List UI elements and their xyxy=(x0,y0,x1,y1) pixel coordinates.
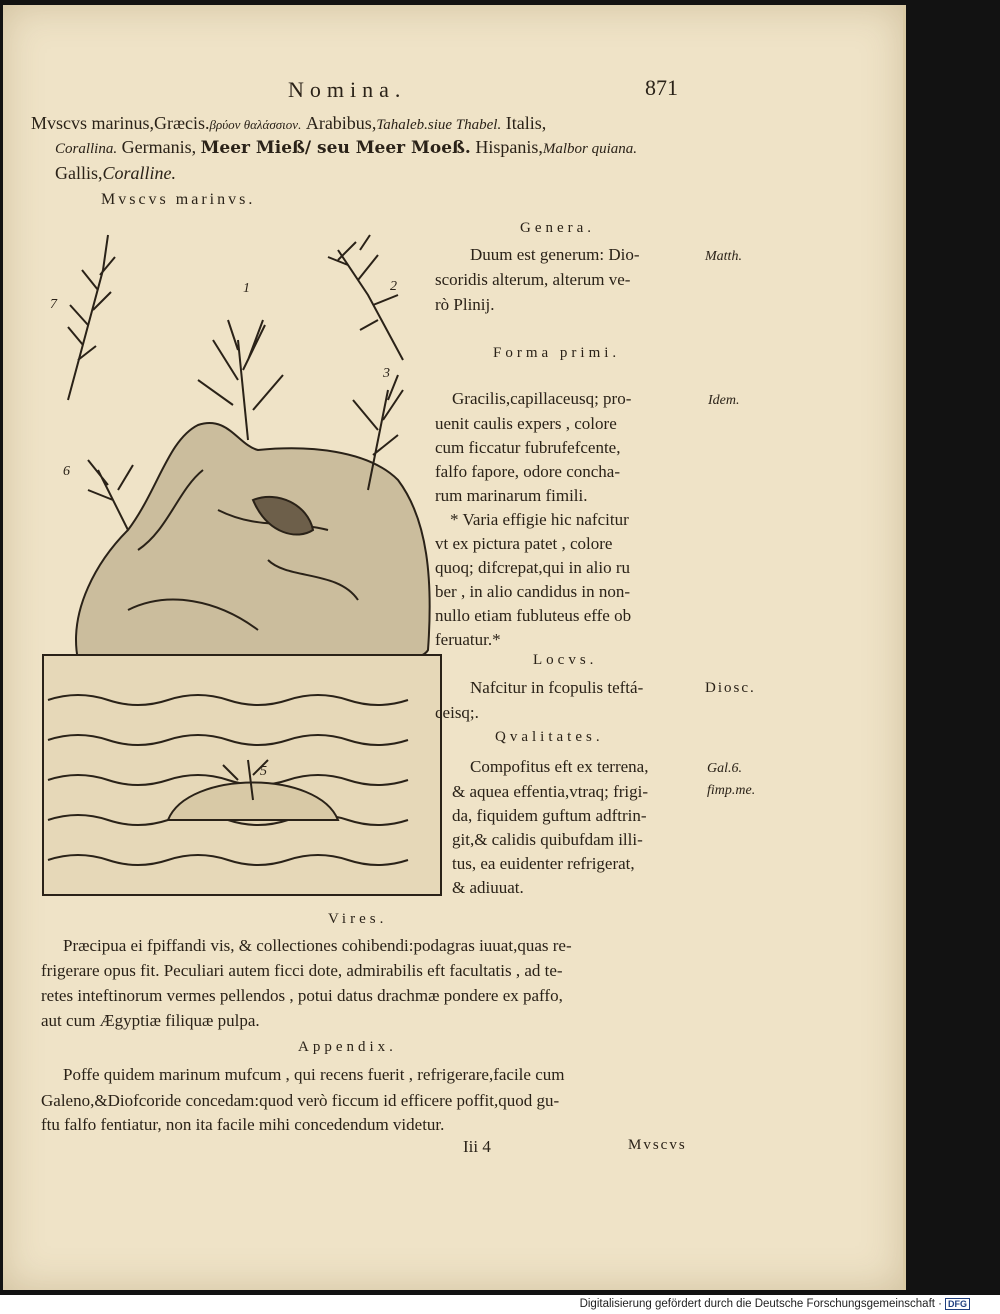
forma-line-6: * Varia effigie hic nafcitur xyxy=(450,510,629,529)
nomina-greek: βρύον θαλάσσιον. xyxy=(209,117,302,132)
figure-label-1: 1 xyxy=(243,281,250,296)
nomina-germ: Meer Mieß/ seu Meer Moeß. xyxy=(200,138,471,158)
signature-mark: Iii 4 xyxy=(463,1137,491,1156)
nomina-line-2 xyxy=(55,137,637,158)
forma-line-1: Gracilis,capillaceusq; pro- xyxy=(452,389,632,408)
vires-heading: Vires. xyxy=(328,911,388,927)
dfg-logo: DFG xyxy=(945,1298,970,1310)
locus-line-2: ceisq;. xyxy=(435,703,479,722)
woodcut-illustration xyxy=(38,230,448,902)
appendix-line-2: Galeno,&Diofcoride concedam:quod verò ficcum id efficere poffit,quod gu- xyxy=(41,1091,560,1110)
figure-label-2: 2 xyxy=(390,279,397,294)
figure-label-6: 6 xyxy=(63,464,70,479)
forma-line-8: quoq; difcrepat,qui in alio ru xyxy=(435,558,630,577)
qualitates-line-3: da, fiquidem guftum adftrin- xyxy=(452,806,647,825)
qualitates-line-2: & aquea effentia,vtraq; frigi- xyxy=(452,782,649,801)
funding-text: Digitalisierung gefördert durch die Deutsche Forschungsgemeinschaft · xyxy=(579,1298,942,1310)
vires-line-2: frigerare opus fit. Peculiari autem ficci dote, admirabilis eft facultatis , ad te- xyxy=(41,961,563,980)
qualitates-line-4: git,& calidis quibufdam illi- xyxy=(452,830,643,849)
nomina-germ-label: Germanis, xyxy=(121,137,197,157)
forma-margin-note: Idem. xyxy=(708,393,740,408)
vires-line-4: aut cum Ægyptiæ filiquæ pulpa. xyxy=(41,1011,260,1030)
funding-footer xyxy=(580,1298,970,1310)
genera-line-1: Duum est generum: Dio- xyxy=(470,245,640,264)
locus-heading: Locvs. xyxy=(533,652,598,668)
appendix-line-3: ftu falfo fentiatur, non ita facile mihi concedendum videtur. xyxy=(41,1115,445,1134)
qualitates-line-1: Compofitus eft ex terrena, xyxy=(470,757,649,776)
qualitates-line-6: & adiuuat. xyxy=(452,878,524,897)
nomina-line-1 xyxy=(31,113,546,134)
qualitates-line-5: tus, ea euidenter refrigerat, xyxy=(452,854,635,873)
forma-line-9: ber , in alio candidus in non- xyxy=(435,582,630,601)
forma-line-4: falfo fapore, odore concha- xyxy=(435,462,621,481)
forma-line-10: nullo etiam fubluteus effe ob xyxy=(435,606,632,625)
qualitates-heading: Qvalitates. xyxy=(495,729,604,745)
forma-line-11: feruatur.* xyxy=(435,630,501,649)
genera-margin-note: Matth. xyxy=(705,249,742,264)
running-title: Nomina. xyxy=(288,77,407,102)
nomina-ital-label: Italis, xyxy=(505,113,547,133)
genera-line-3: rò Plinij. xyxy=(435,295,495,314)
forma-line-2: uenit caulis expers , colore xyxy=(435,414,617,433)
genera-line-2: scoridis alterum, alterum ve- xyxy=(435,270,631,289)
nomina-latin: Mvscvs marinus,Græcis. xyxy=(31,113,210,133)
nomina-hisp-label: Hispanis, xyxy=(475,137,543,157)
appendix-heading: Appendix. xyxy=(298,1039,397,1055)
figure-label-5: 5 xyxy=(260,764,267,779)
forma-line-3: cum ficcatur fubrufefcente, xyxy=(435,438,621,457)
book-page xyxy=(3,5,906,1290)
page-number: 871 xyxy=(645,75,678,100)
appendix-line-1: Poffe quidem marinum mufcum , qui recens fuerit , refrigerare,facile cum xyxy=(63,1065,565,1084)
forma-heading: Forma primi. xyxy=(493,345,621,361)
nomina-hisp: Malbor quiana. xyxy=(542,141,638,157)
qualitates-margin-note-2: fimp.me. xyxy=(707,783,756,798)
nomina-arab-label: Arabibus, xyxy=(305,113,377,133)
genera-heading: Genera. xyxy=(520,220,596,236)
nomina-gall-label: Gallis, xyxy=(55,163,103,183)
nomina-ital: Corallina. xyxy=(55,141,118,157)
figure-label-7: 7 xyxy=(50,297,57,312)
figure-label-3: 3 xyxy=(383,366,390,381)
forma-line-7: vt ex pictura patet , colore xyxy=(435,534,613,553)
locus-line-1: Nafcitur in fcopulis teftá- xyxy=(470,678,644,697)
qualitates-margin-note-1: Gal.6. xyxy=(707,761,742,776)
nomina-arab: Tahaleb.siue Thabel. xyxy=(376,117,502,133)
catchword: Mvscvs xyxy=(628,1137,687,1153)
locus-margin-note: Diosc. xyxy=(705,680,756,696)
forma-line-5: rum marinarum fimili. xyxy=(435,486,588,505)
plant-title: Mvscvs marinvs. xyxy=(101,191,256,208)
nomina-line-3 xyxy=(55,163,176,184)
vires-line-3: retes inteftinorum vermes pellendos , potui datus drachmæ pondere ex paffo, xyxy=(41,986,563,1005)
nomina-gall: Coralline. xyxy=(102,163,177,183)
vires-line-1: Præcipua ei fpiffandi vis, & collectiones cohibendi:podagras iuuat,quas re- xyxy=(63,936,572,955)
